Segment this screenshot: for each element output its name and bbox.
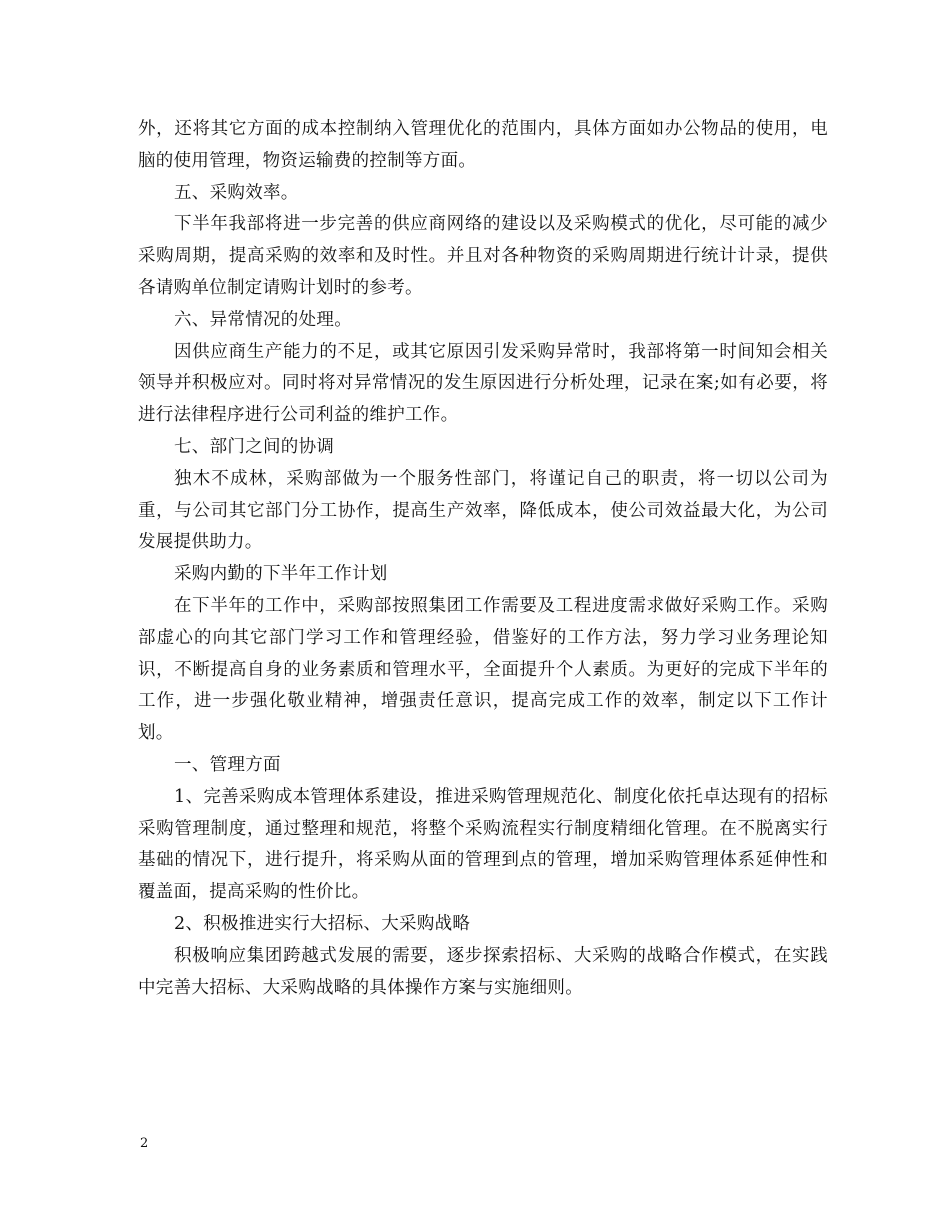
- section-heading-management: 一、管理方面: [174, 754, 281, 775]
- page-number: 2: [140, 1136, 149, 1151]
- document-subtitle: 采购内勤的下半年工作计划: [174, 564, 388, 585]
- paragraph-procurement-efficiency: 下半年我部将进一步完善的供应商网络的建设以及采购模式的优化，尽可能的减少采购周期，提高采购的效率和及时性。并且对各种物资的采购周期进行统计计录，提供各请购单位制定请购计划时的参考。: [138, 214, 828, 298]
- paragraph-management-1: 1、完善采购成本管理体系建设，推进采购管理规范化、制度化依托卓达现有的招标采购管理制度，通过整理和规范，将整个采购流程实行制度精细化管理。在不脱离实行基础的情况下，进行提升，将采购从面的管理到点的管理，增加采购管理体系延伸性和覆盖面，提高采购的性价比。: [138, 786, 828, 903]
- paragraph-department-coordination: 独木不成林，采购部做为一个服务性部门，将谨记自己的职责，将一切以公司为重，与公司其它部门分工协作，提高生产效率，降低成本，使公司效益最大化，为公司发展提供助力。: [138, 468, 828, 553]
- section-heading-exception-handling: 六、异常情况的处理。: [174, 309, 352, 330]
- section-heading-department-coordination: 七、部门之间的协调: [174, 436, 335, 457]
- paragraph-1: 外，还将其它方面的成本控制纳入管理优化的范围内，具体方面如办公物品的使用，电脑的使用管理，物资运输费的控制等方面。: [138, 119, 828, 171]
- paragraph-introduction: 在下半年的工作中，采购部按照集团工作需要及工程进度需求做好采购工作。采购部虚心的向其它部门学习工作和管理经验，借鉴好的工作方法，努力学习业务理论知识，不断提高自身的业务素质和管理水平，全面提升个人素质。为更好的完成下半年的工作，进一步强化敬业精神，增强责任意识，提高完成工作的效率，制定以下工作计划。: [138, 595, 828, 744]
- section-heading-procurement-efficiency: 五、采购效率。: [174, 182, 299, 203]
- paragraph-exception-handling: 因供应商生产能力的不足，或其它原因引发采购异常时，我部将第一时间知会相关领导并积极应对。同时将对异常情况的发生原因进行分析处理，记录在案;如有必要，将进行法律程序进行公司利益的维护工作。: [138, 341, 828, 426]
- subheading-tendering-strategy: 2、积极推进实行大招标、大采购战略: [174, 913, 471, 934]
- paragraph-tendering-strategy: 积极响应集团跨越式发展的需要，逐步探索招标、大采购的战略合作模式，在实践中完善大招标、大采购战略的具体操作方案与实施细则。: [138, 945, 828, 998]
- document-body: [138, 114, 828, 1004]
